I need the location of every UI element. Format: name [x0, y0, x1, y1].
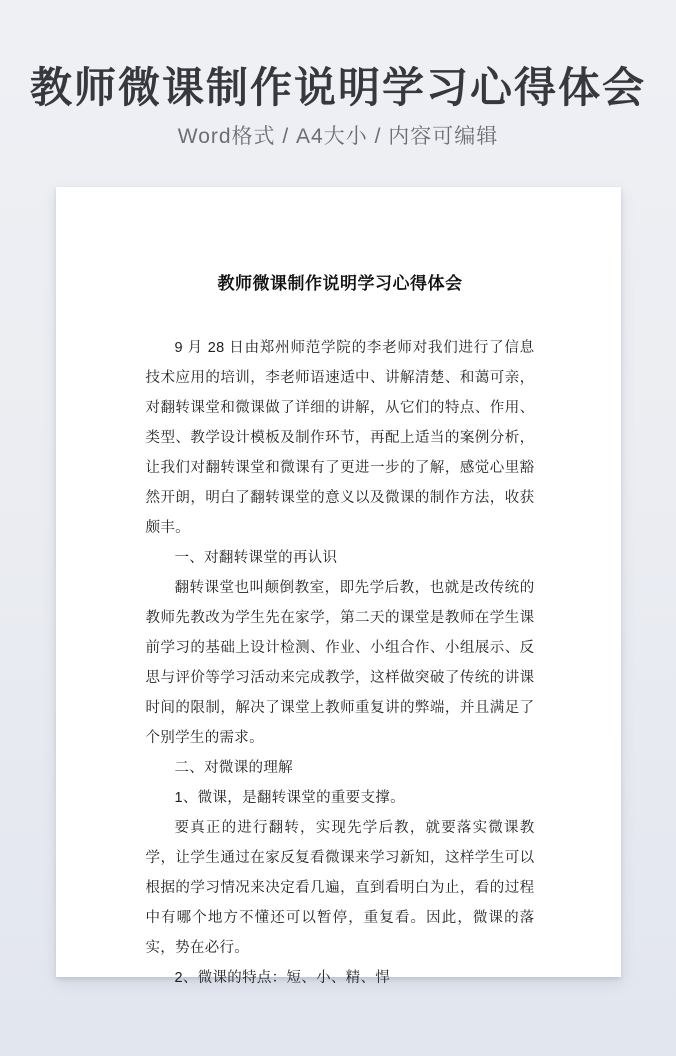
document-page-preview: [56, 187, 621, 986]
doc-paragraph-intro: 9 月 28 日由郑州师范学院的李老师对我们进行了信息技术应用的培训，李老师语速适中、讲解清楚、和蔼可亲，对翻转课堂和微课做了详细的讲解，从它们的特点、作用、类型、教学设计模板及制作环节，再配上适当的案例分析，让我们对翻转课堂和微课有了更进一步的了解，感觉心里豁然开朗，明白了翻转课堂的意义以及微课的制作方法，收获颇丰。: [145, 340, 535, 536]
template-title: 教师微课制作说明学习心得体会: [29, 64, 646, 111]
doc-paragraph-flipped-classroom: 翻转课堂也叫颠倒教室，即先学后教，也就是改传统的教师先教改为学生先在家学，第二天的课堂是教师在学生课前学习的基础上设计检测、作业、小组合作、小组展示、反思与评价等学习活动来完成教学，这样做突破了传统的讲课时间的限制，解决了课堂上教师重复讲的弊端，并且满足了个别学生的需求。: [145, 580, 535, 746]
doc-point-1: 1、微课，是翻转课堂的重要支撑。: [174, 790, 405, 806]
document-title: 教师微课制作说明学习心得体会: [217, 274, 463, 293]
template-format-subtitle: Word格式 / A4大小 / 内容可编辑: [177, 125, 499, 148]
preview-header: [0, 0, 676, 151]
doc-section-heading-2: 二、对微课的理解: [174, 760, 293, 776]
doc-paragraph-microlecture: 要真正的进行翻转，实现先学后教，就要落实微课教学，让学生通过在家反复看微课来学习新知，这样学生可以根据的学习情况来决定看几遍，直到看明白为止，看的过程中有哪个地方不懂还可以暂停，重复看。因此，微课的落实，势在必行。: [145, 820, 535, 956]
doc-section-heading-1: 一、对翻转课堂的再认识: [174, 550, 338, 566]
document-body: [146, 333, 535, 993]
doc-point-2: 2、微课的特点：短、小、精、悍: [174, 970, 391, 986]
